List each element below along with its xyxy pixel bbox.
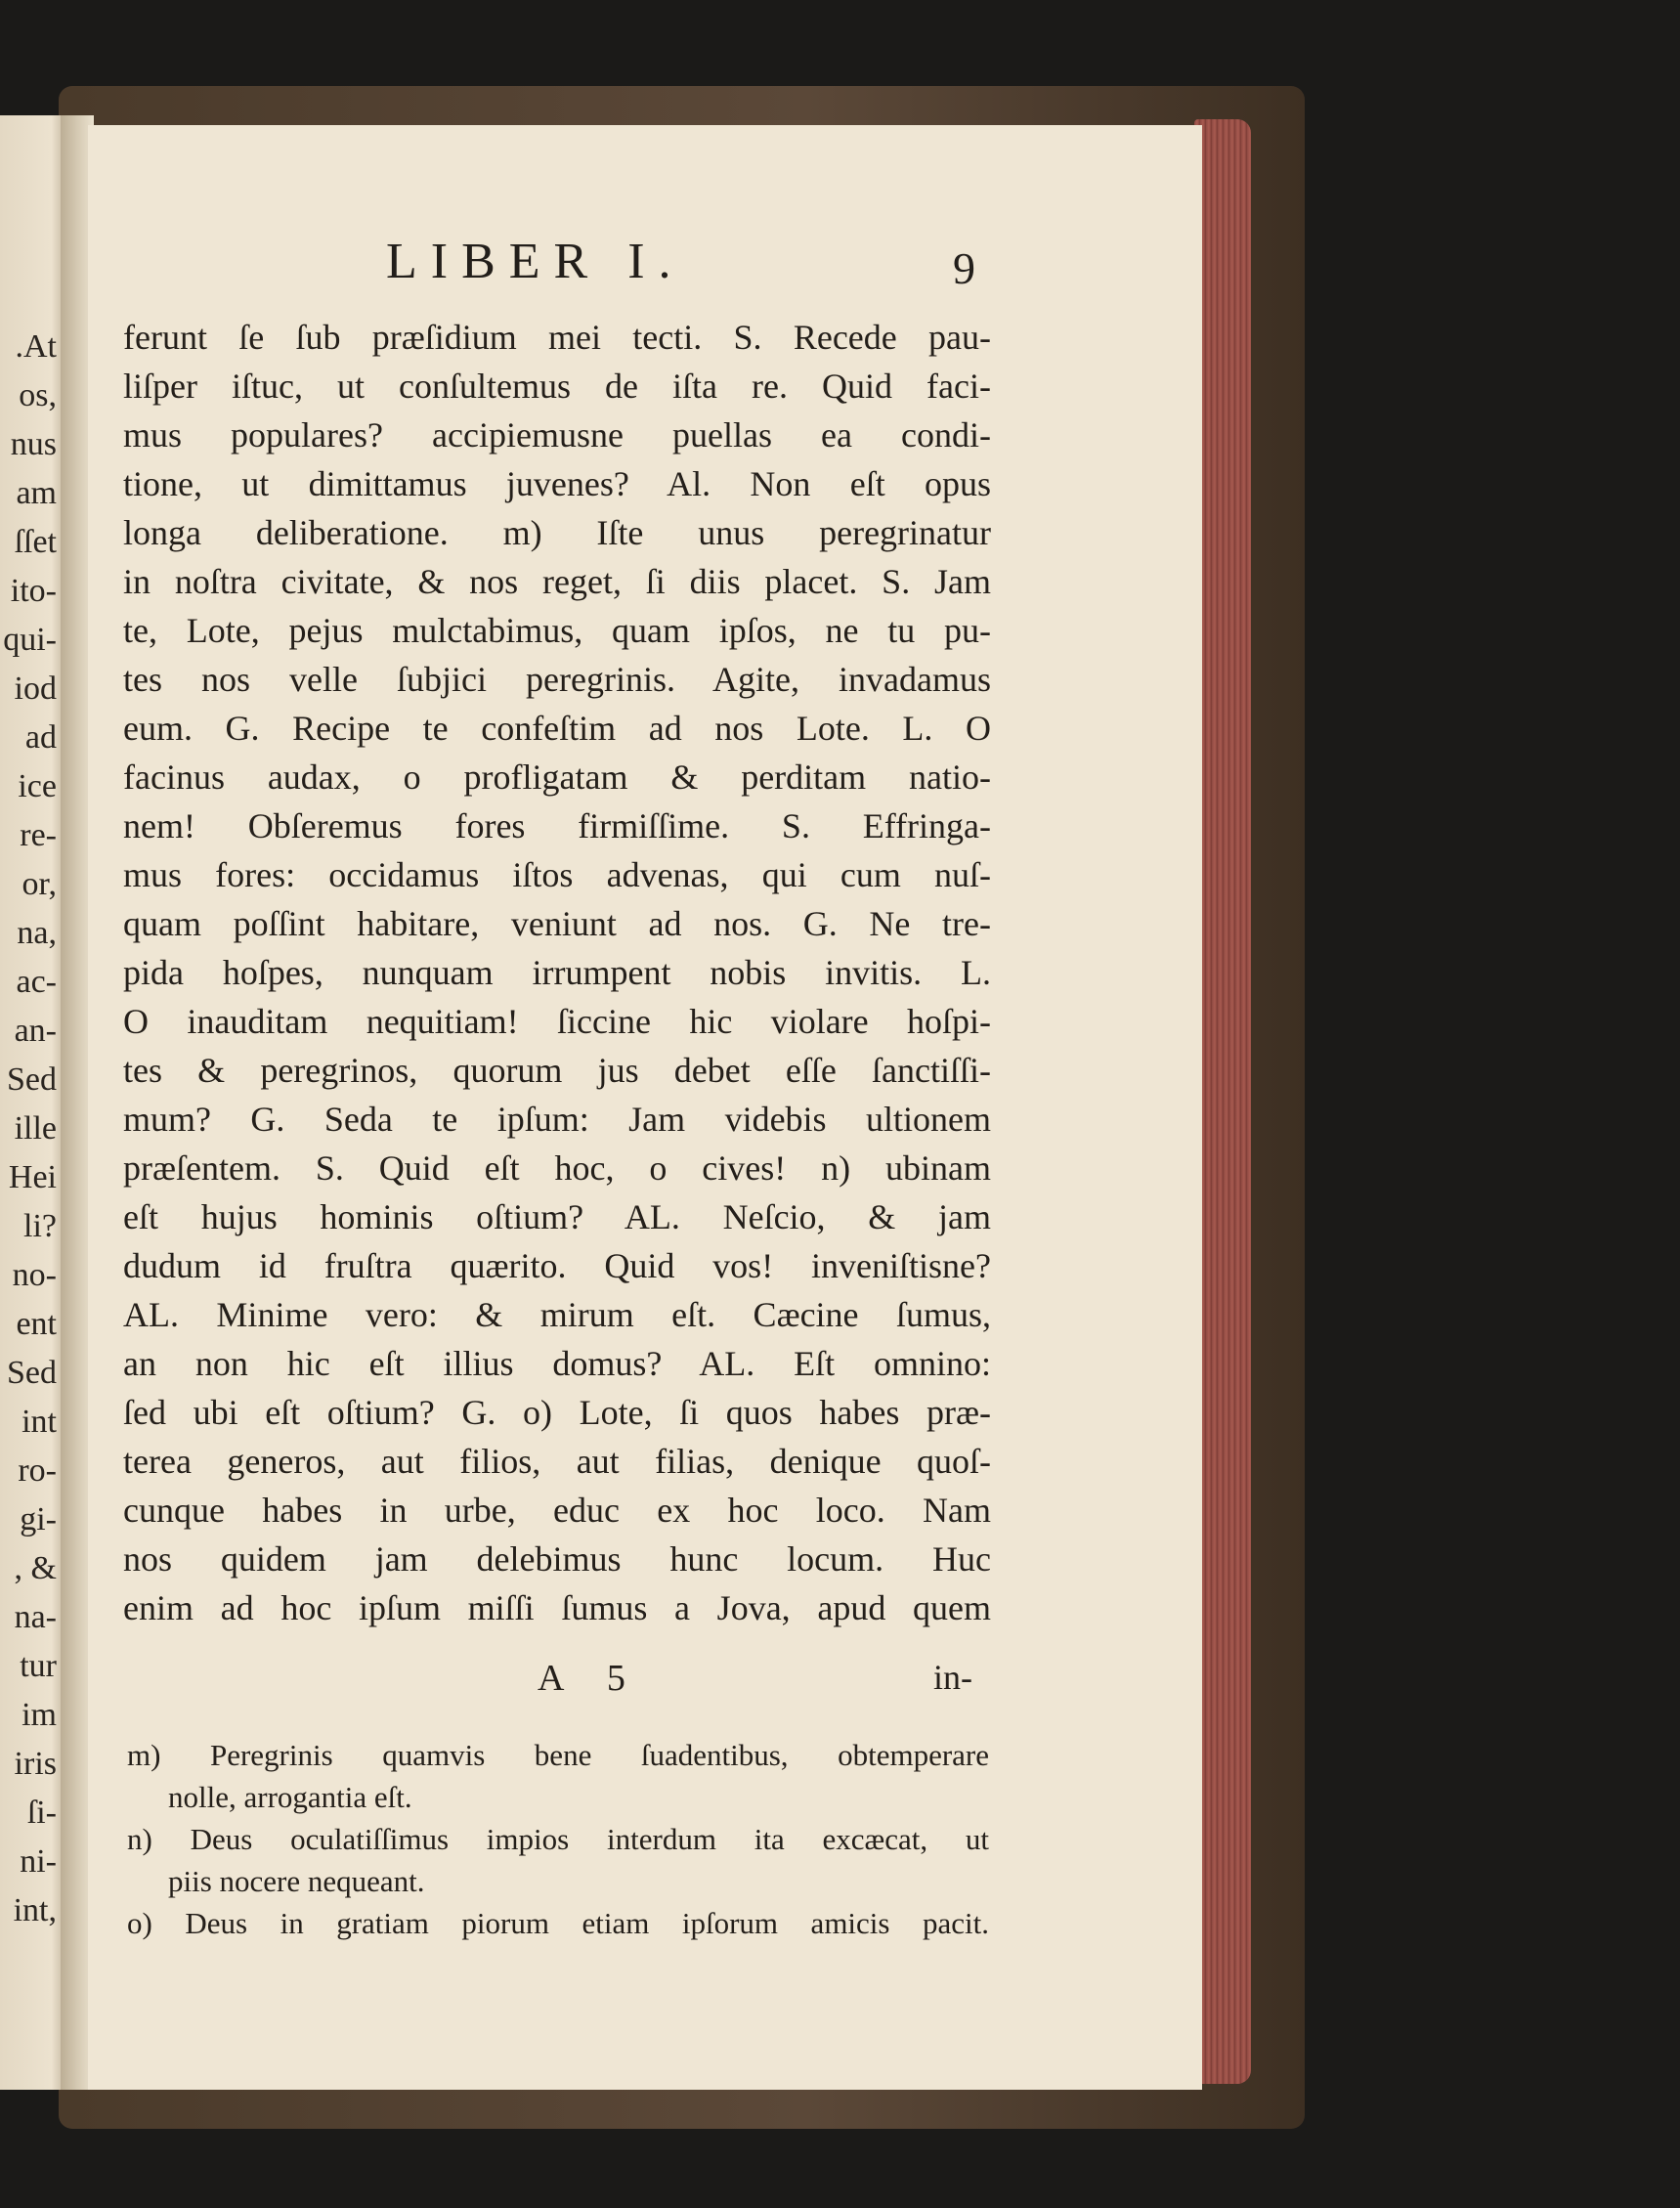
left-page-fragment: ice — [18, 768, 57, 804]
footnote-line: n) Deus oculatiſſimus impios interdum ita excæcat, ut — [127, 1822, 989, 1856]
body-line: tes & peregrinos, quorum jus debet eſſe ſanctiſſi- — [123, 1051, 991, 1090]
left-page-fragment: re- — [20, 817, 57, 853]
body-line: O inauditam nequitiam! ſiccine hic violare hoſpi- — [123, 1002, 991, 1041]
left-page-fragment: int — [22, 1404, 57, 1440]
left-page-fragment: no- — [12, 1257, 57, 1293]
body-line: tes nos velle ſubjici peregrinis. Agite, invadamus — [123, 660, 991, 699]
body-line: te, Lote, pejus mulctabimus, quam ipſos, ne tu pu- — [123, 611, 991, 650]
body-line: mum? G. Seda te ipſum: Jam videbis ultionem — [123, 1100, 991, 1139]
left-page-fragment: nus — [10, 426, 57, 462]
body-line: dudum id fruſtra quærito. Quid vos! inveniſtisne? — [123, 1246, 991, 1285]
left-page-fragment: ſi- — [26, 1795, 57, 1831]
footnote-line: nolle, arrogantia eſt. — [168, 1780, 412, 1814]
footnote-line: o) Deus in gratiam piorum etiam ipſorum amicis pacit. — [127, 1906, 989, 1940]
left-page-fragment: int, — [13, 1892, 57, 1928]
left-page-fragment: Sed — [7, 1061, 57, 1098]
left-page-fragment: ille — [14, 1110, 57, 1147]
left-page-fragment: qui- — [3, 622, 57, 658]
signature-mark: A 5 — [538, 1658, 643, 1699]
body-line: terea generos, aut filios, aut filias, denique quoſ- — [123, 1442, 991, 1481]
body-line: in noſtra civitate, & nos reget, ſi diis placet. S. Jam — [123, 562, 991, 601]
left-page-fragment: ſſet — [14, 524, 57, 560]
left-page-fragment: ad — [24, 719, 57, 756]
body-line: eſt hujus hominis oſtium? AL. Neſcio, & jam — [123, 1197, 991, 1236]
body-line: nos quidem jam delebimus hunc locum. Huc — [123, 1539, 991, 1579]
left-page-fragment: .At — [15, 328, 57, 365]
body-line: tione, ut dimittamus juvenes? Al. Non eſt opus — [123, 464, 991, 503]
body-line: liſper iſtuc, ut conſultemus de iſta re. Quid faci- — [123, 367, 991, 406]
left-page-fragment: iod — [14, 671, 57, 707]
left-page-fragment: or, — [22, 866, 57, 902]
body-line: longa deliberatione. m) Iſte unus peregrinatur — [123, 513, 991, 552]
left-page-fragment: am — [16, 475, 57, 511]
body-line: præſentem. S. Quid eſt hoc, o cives! n) ubinam — [123, 1148, 991, 1188]
body-line: eum. G. Recipe te confeſtim ad nos Lote. L. O — [123, 709, 991, 748]
left-page-fragment: an- — [14, 1013, 57, 1049]
left-page-fragment: ent — [16, 1306, 57, 1342]
left-page-fragment: iris — [14, 1746, 57, 1782]
body-line: nem! Obſeremus fores firmiſſime. S. Effringa- — [123, 806, 991, 845]
left-page-fragment: na, — [17, 915, 57, 951]
running-head: LIBER I. — [386, 234, 685, 289]
body-line: enim ad hoc ipſum miſſi ſumus a Jova, apud quem — [123, 1588, 991, 1627]
left-page-fragment: Sed — [7, 1355, 57, 1391]
left-page-fragment: ac- — [16, 964, 57, 1000]
body-line: mus fores: occidamus iſtos advenas, qui cum nuſ- — [123, 855, 991, 894]
left-page-fragment: os, — [19, 377, 57, 413]
body-line: mus populares? accipiemusne puellas ea condi- — [123, 415, 991, 455]
catchword: in- — [933, 1658, 972, 1697]
page-number: 9 — [953, 243, 975, 293]
left-page-fragment: li? — [23, 1208, 57, 1244]
left-page-fragment: gi- — [20, 1501, 57, 1537]
left-page-fragment: ro- — [18, 1452, 57, 1489]
body-line: quam poſſint habitare, veniunt ad nos. G. Ne tre- — [123, 904, 991, 943]
footnote-line: m) Peregrinis quamvis bene ſuadentibus, obtemperare — [127, 1738, 989, 1772]
body-line: ferunt ſe ſub præſidium mei tecti. S. Recede pau- — [123, 318, 991, 357]
left-page-fragment: ito- — [10, 573, 57, 609]
footnote-line: piis nocere nequeant. — [168, 1864, 425, 1898]
left-page-fragment: Hei — [8, 1159, 57, 1195]
left-page-fragment: tur — [20, 1648, 57, 1684]
left-page-fragment: na- — [14, 1599, 57, 1635]
body-line: pida hoſpes, nunquam irrumpent nobis invitis. L. — [123, 953, 991, 992]
page-edge — [1194, 119, 1251, 2084]
body-line: ſed ubi eſt oſtium? G. o) Lote, ſi quos habes præ- — [123, 1393, 991, 1432]
body-line: an non hic eſt illius domus? AL. Eſt omnino: — [123, 1344, 991, 1383]
left-page-fragment: im — [22, 1697, 57, 1733]
left-page-fragment: , & — [14, 1550, 57, 1586]
left-page-fragment: ni- — [20, 1843, 57, 1880]
body-line: cunque habes in urbe, educ ex hoc loco. Nam — [123, 1491, 991, 1530]
body-line: facinus audax, o profligatam & perditam natio- — [123, 758, 991, 797]
body-line: AL. Minime vero: & mirum eſt. Cæcine ſumus, — [123, 1295, 991, 1334]
